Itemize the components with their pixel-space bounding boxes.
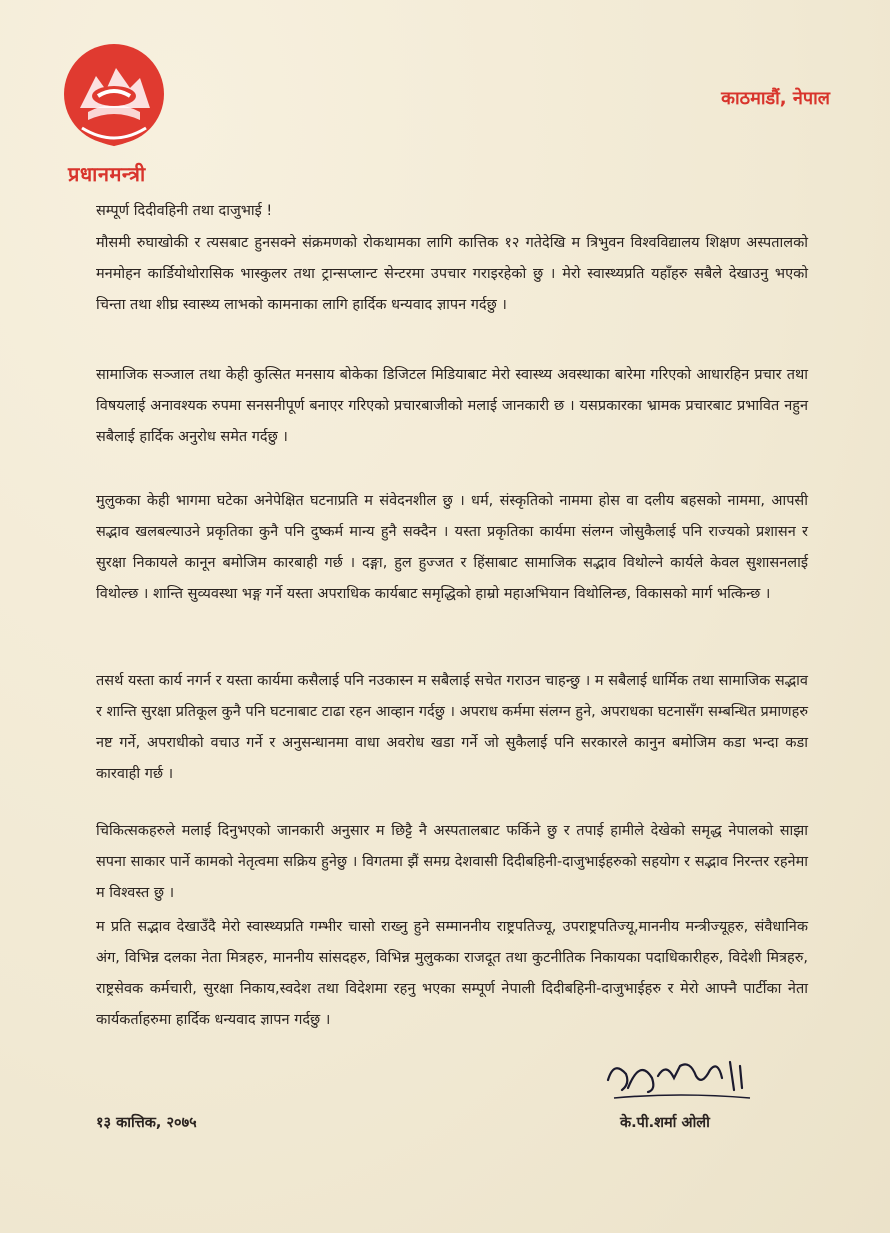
paragraph-2: सामाजिक सञ्जाल तथा केही कुत्सित मनसाय बोकेका डिजिटल मिडियाबाट मेरो स्वास्थ्य अवस्थाका बारेमा गरिएको आधारहिन प्रचार तथा विषयलाई अनावश्यक रुपमा सनसनीपूर्ण बनाएर गरिएको प्रचारबाजीको मलाई जानकारी छ । यसप्रकारका भ्रामक प्रचारबाट प्रभावित नहुन सबैलाई हार्दिक अनुरोध समेत गर्दछु । bbox=[96, 367, 808, 445]
paragraph-4: तसर्थ यस्ता कार्य नगर्न र यस्ता कार्यमा कसैलाई पनि नउकास्न म सबैलाई सचेत गराउन चाहन्छु । म सबैलाई धार्मिक तथा सामाजिक सद्भाव र शान्ति सुरक्षा प्रतिकूल कुनै पनि घटनाबाट टाढा रहन आव्हान गर्दछु । अपराध कर्ममा संलग्न हुने, अपराधका घटनासँग सम्बन्धित प्रमाणहरु नष्ट गर्ने, अपराधीको वचाउ गर्ने र अनुसन्धानमा वाधा अवरोध खडा गर्ने जो सुकैलाई पनि सरकारले कानुन बमोजिम कडा भन्दा कडा कारवाही गर्छ । bbox=[96, 673, 808, 782]
letter-date: १३ कात्तिक, २०७५ bbox=[96, 1115, 197, 1131]
nepal-emblem-icon bbox=[58, 38, 170, 150]
salutation: सम्पूर्ण दिदीवहिनी तथा दाजुभाई ! bbox=[96, 203, 273, 219]
handwritten-signature bbox=[600, 1040, 760, 1110]
paragraph-5: चिकित्सकहरुले मलाई दिनुभएको जानकारी अनुसार म छिट्टै नै अस्पतालबाट फर्किने छु र तपाई हामीले देखेको समृद्ध नेपालको साझा सपना साकार पार्ने कामको नेतृत्वमा सक्रिय हुनेछु । विगतमा झैं समग्र देशवासी दिदीबहिनी-दाजुभाईहरुको सहयोग र सद्भाव निरन्तर रहनेमा म विश्वस्त छु । bbox=[96, 823, 808, 901]
paragraph-6: म प्रति सद्भाव देखाउँदै मेरो स्वास्थ्यप्रति गम्भीर चासो राख्नु हुने सम्माननीय राष्ट्रपतिज्यू, उपराष्ट्रपतिज्यू,माननीय मन्त्रीज्यूहरु, संवैधानिक अंग, विभिन्न दलका नेता मित्रहरु, माननीय सांसदहरु, विभिन्न मुलुकका राजदूत तथा कुटनीतिक निकायका पदाधिकारीहरु, विदेशी मित्रहरु, राष्ट्रसेवक कर्मचारी, सुरक्षा निकाय,स्वदेश तथा विदेशमा रहनु भएका सम्पूर्ण नेपाली दिदीबहिनी-दाजुभाईहरु र मेरो आफ्नै पार्टीका नेता कार्यकर्ताहरुमा हार्दिक धन्यवाद ज्ञापन गर्दछु । bbox=[96, 919, 808, 1028]
office-title: प्रधानमन्त्री bbox=[68, 162, 146, 186]
location-text: काठमाडौं, नेपाल bbox=[721, 88, 830, 109]
paragraph-1: मौसमी रुघाखोकी र त्यसबाट हुनसक्ने संक्रमणको रोकथामका लागि कात्तिक १२ गतेदेखि म त्रिभुवन विश्वविद्यालय शिक्षण अस्पतालको मनमोहन कार्डियोथोरासिक भास्कुलर तथा ट्रान्सप्लान्ट सेन्टरमा उपचार गराइरहेको छु । मेरो स्वास्थ्यप्रति यहाँहरु सबैले देखाउनु भएको चिन्ता तथा शीघ्र स्वास्थ्य लाभको कामनाका लागि हार्दिक धन्यवाद ज्ञापन गर्दछु । bbox=[96, 235, 808, 313]
signer-name: के.पी.शर्मा ओली bbox=[620, 1115, 710, 1131]
paragraph-3: मुलुकका केही भागमा घटेका अनेपेक्षित घटनाप्रति म संवेदनशील छु । धर्म, संस्कृतिको नाममा होस वा दलीय बहसको नाममा, आपसी सद्भाव खलबल्याउने प्रकृतिका कुनै पनि दुष्कर्म मान्य हुनै सक्दैन । यस्ता प्रकृतिका कार्यमा संलग्न जोसुकैलाई पनि राज्यको प्रशासन र सुरक्षा निकायले कानून बमोजिम कारबाही गर्छ । दङ्गा, हुल हुज्जत र हिंसाबाट सामाजिक सद्भाव विथोल्ने कार्यले केवल सुशासनलाई विथोल्छ । शान्ति सुव्यवस्था भङ्ग गर्ने यस्ता अपराधिक कार्यबाट समृद्धिको हाम्रो महाअभियान विथोलिन्छ, विकासको मार्ग भत्किन्छ । bbox=[96, 493, 808, 602]
